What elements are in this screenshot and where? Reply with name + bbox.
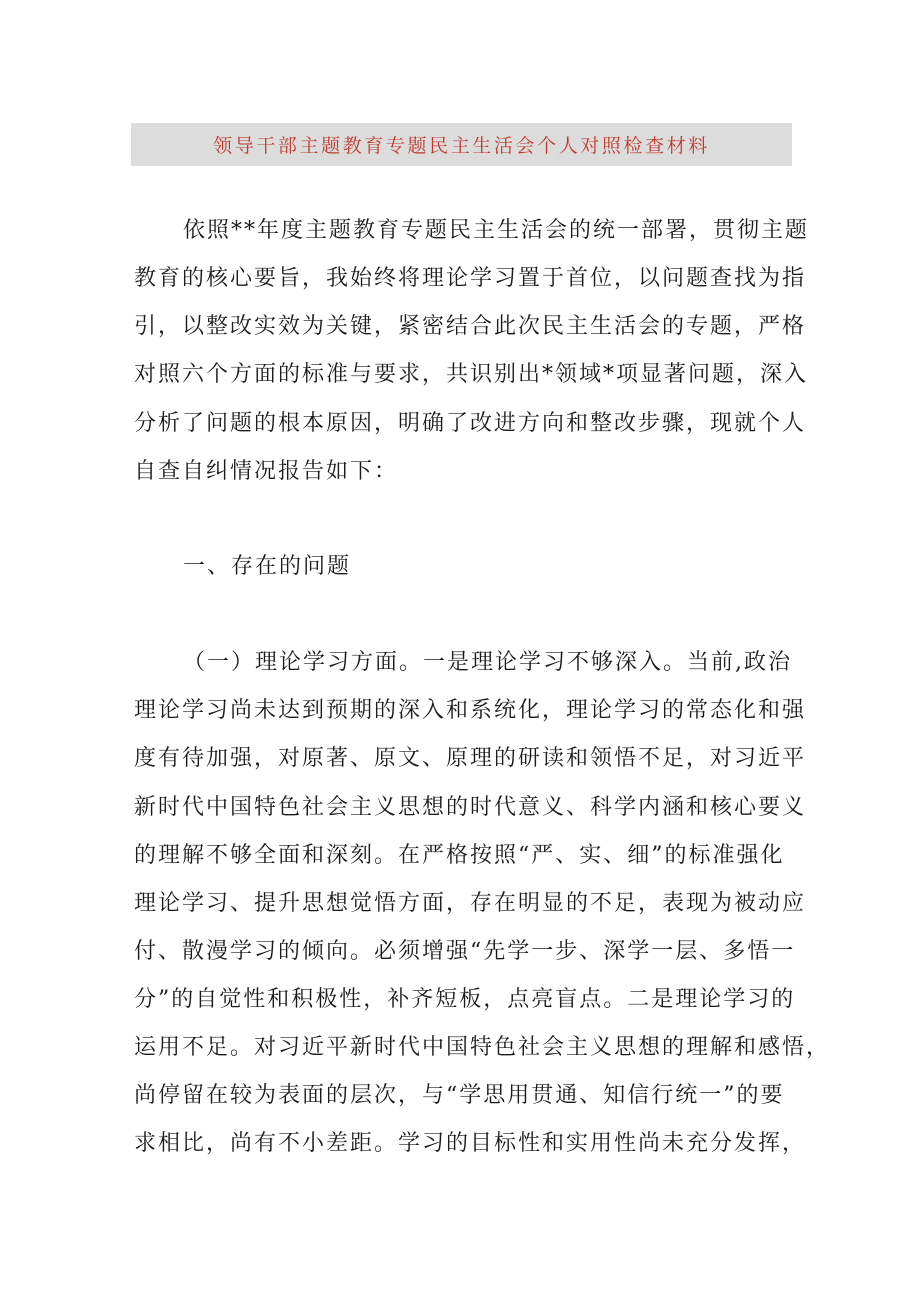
body-line: 度有待加强，对原著、原文、原理的研读和领悟不足，对习近平 [134, 746, 807, 771]
intro-line: 分析了问题的根本原因，明确了改进方向和整改步骤，现就个人 [134, 411, 807, 436]
section-heading: 一、存在的问题 [183, 554, 352, 579]
intro-line: 对照六个方面的标准与要求，共识别出*领域*项显著问题，深入 [134, 362, 809, 387]
body-line: 理论学习尚未达到预期的深入和系统化，理论学习的常态化和强 [134, 698, 807, 723]
body-line: 付、散漫学习的倾向。必须增强“先学一步、深学一层、多悟一 [134, 939, 796, 964]
body-line: 尚停留在较为表面的层次，与“学思用贯通、知信行统一”的要 [134, 1083, 785, 1108]
intro-line: 依照**年度主题教育专题民主生活会的统一部署，贯彻主题 [183, 218, 810, 243]
intro-line: 自查自纠情况报告如下： [134, 459, 399, 484]
body-line: 新时代中国特色社会主义思想的时代意义、科学内涵和核心要义 [134, 795, 807, 820]
body-line: 的理解不够全面和深刻。在严格按照“严、实、细”的标准强化 [134, 843, 785, 868]
body-line: 运用不足。对习近平新时代中国特色社会主义思想的理解和感悟， [134, 1035, 831, 1060]
body-line: 理论学习、提升思想觉悟方面，存在明显的不足，表现为被动应 [134, 891, 807, 916]
intro-line: 教育的核心要旨，我始终将理论学习置于首位，以问题查找为指 [134, 266, 807, 291]
body-line: 分”的自觉性和积极性，补齐短板，点亮盲点。二是理论学习的 [134, 987, 796, 1012]
body-line: （一）理论学习方面。一是理论学习不够深入。当前,政治 [183, 650, 792, 675]
body-line: 求相比，尚有不小差距。学习的目标性和实用性尚未充分发挥， [134, 1131, 807, 1156]
document-title: 领导干部主题教育专题民主生活会个人对照检查材料 [213, 135, 710, 157]
title-banner [131, 123, 792, 166]
intro-line: 引，以整改实效为关键，紧密结合此次民主生活会的专题，严格 [134, 314, 807, 339]
